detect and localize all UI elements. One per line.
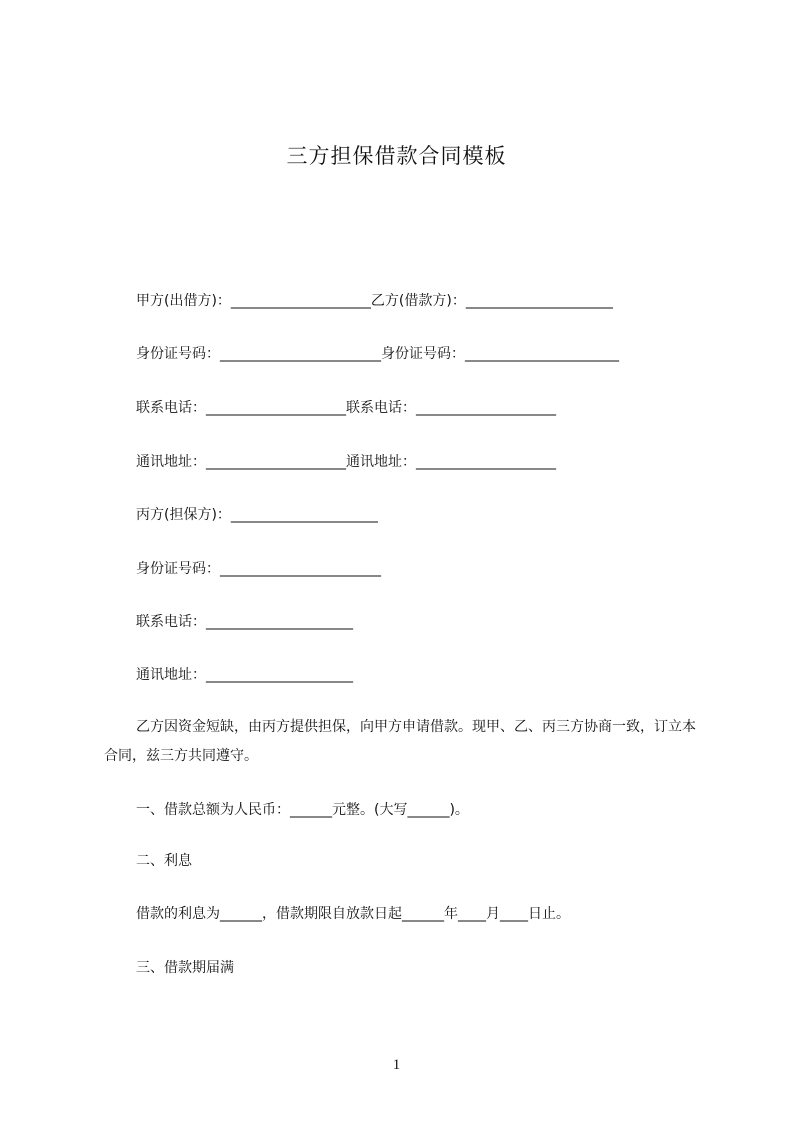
- intro-paragraph: 乙方因资金短缺，由丙方提供担保，向甲方申请借款。现甲、乙、丙三方协商一致，订立本合同，兹三方共同遵守。: [104, 719, 696, 764]
- id-number-line-a-b: 身份证号码：_______________________身份证号码：______________________: [136, 346, 619, 362]
- clause-3-heading: 三、借款期届满: [136, 960, 234, 976]
- clause-1: 一、借款总额为人民币：______元整。(大写______)。: [136, 802, 469, 818]
- phone-line-c: 联系电话：_____________________: [136, 614, 353, 630]
- document-title: 三方担保借款合同模板: [286, 144, 507, 168]
- party-a-b-line: 甲方(出借方)：____________________乙方(借款方)：_____________________: [136, 293, 613, 309]
- clause-2-body: 借款的利息为______，借款期限自放款日起______年____月____日止。: [136, 906, 570, 922]
- address-line-a-b: 通讯地址：____________________通讯地址：____________________: [136, 454, 556, 470]
- id-number-line-c: 身份证号码：_______________________: [136, 561, 381, 577]
- page-number: 1: [392, 1057, 401, 1073]
- phone-line-a-b: 联系电话：____________________联系电话：____________________: [136, 400, 556, 416]
- party-c-line: 丙方(担保方)：_____________________: [136, 507, 378, 523]
- clause-2-heading: 二、利息: [136, 853, 192, 869]
- address-line-c: 通讯地址：_____________________: [136, 667, 353, 683]
